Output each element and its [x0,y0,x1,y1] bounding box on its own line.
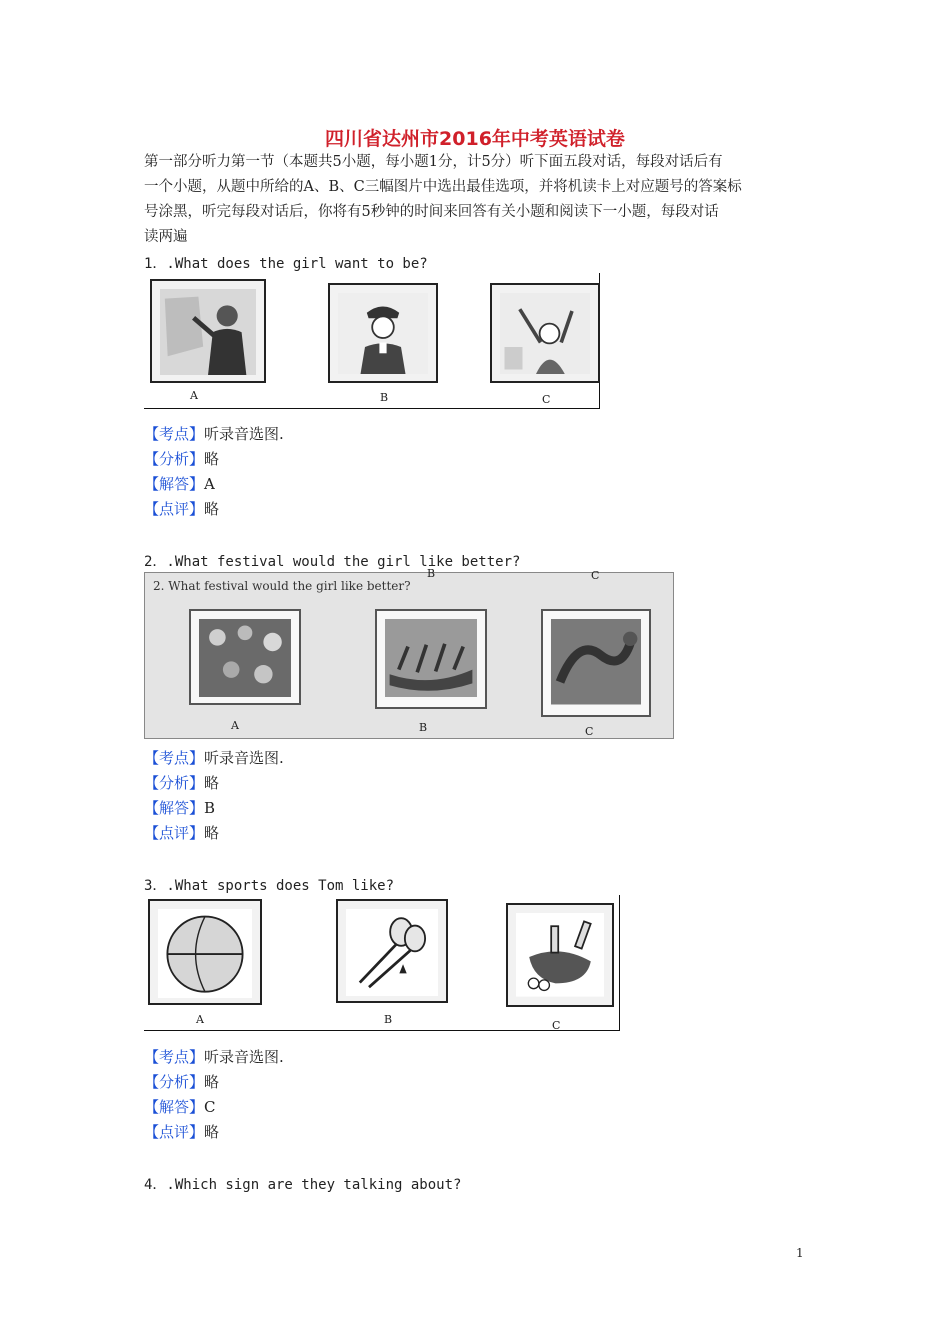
dragon-boat-icon [385,619,477,697]
option-b-image [328,283,438,383]
cheering-girl-icon [500,293,590,374]
dianping-value: 略 [204,824,220,842]
fenxi-value: 略 [204,774,220,792]
scan-caption: 2. What festival would the girl like better? [153,579,411,593]
kaodian-row [144,746,284,771]
badminton-icon [346,909,438,996]
option-c-image [506,903,614,1007]
option-b-label: B [380,391,389,404]
scan-top-label: C [591,569,600,582]
lantern-festival-icon [199,619,291,697]
instructions-line: 第一部分听力第一节（本题共5小题，每小题1分，计5分）听下面五段对话，每段对话后有 [144,154,723,170]
dragon-dance-icon [551,619,641,705]
option-c-image [490,283,600,383]
fenxi-tag: 【分析】 [144,450,205,468]
jieda-value: B [204,799,216,817]
fenxi-row [144,447,284,472]
question-4: 4．.Which sign are they talking about? [144,1177,462,1193]
question-2: 2．.What festival would the girl like better? [144,554,521,570]
instructions [144,150,809,250]
kaodian-row [144,1045,284,1070]
dianping-tag: 【点评】 [144,1123,205,1141]
page-title: 四川省达州市2016年中考英语试卷 [325,128,625,150]
fenxi-row [144,1070,284,1095]
jieda-tag: 【解答】 [144,1098,205,1116]
dianping-tag: 【点评】 [144,824,205,842]
scan-top-label: B [427,567,436,580]
basketball-icon [158,909,252,998]
kaodian-value: 听录音选图. [204,1048,284,1066]
teacher-at-board-icon [160,289,256,375]
dianping-row [144,821,284,846]
question-1-figure [144,273,600,409]
dianping-value: 略 [204,1123,220,1141]
fenxi-value: 略 [204,1073,220,1091]
jieda-value: A [204,475,215,493]
jieda-tag: 【解答】 [144,475,205,493]
question-1: 1．.What does the girl want to be? [144,256,428,272]
kaodian-tag: 【考点】 [144,749,205,767]
jieda-row [144,796,284,821]
jieda-tag: 【解答】 [144,799,205,817]
instructions-line: 一个小题，从题中所给的A、B、C三幅图片中选出最佳选项，并将机读卡上对应题号的答案标 [144,179,742,195]
dianping-row [144,1120,284,1145]
option-a-image [150,279,266,383]
option-b-image [375,609,487,709]
option-a-label: A [196,1013,204,1026]
dianping-tag: 【点评】 [144,500,205,518]
fenxi-value: 略 [204,450,220,468]
option-a-image [148,899,262,1005]
kaodian-tag: 【考点】 [144,425,205,443]
fenxi-tag: 【分析】 [144,774,205,792]
instructions-line: 号涂黑，听完每段对话后，你将有5秒钟的时间来回答有关小题和阅读下一小题，每段对话 [144,204,719,220]
option-a-label: A [231,719,239,732]
dianping-value: 略 [204,500,220,518]
option-a-label: A [190,389,198,402]
question-2-analysis [144,746,284,846]
kaodian-value: 听录音选图. [204,749,284,767]
question-2-figure [144,567,674,739]
option-b-label: B [419,721,428,734]
option-c-label: C [585,725,594,738]
jieda-value: C [204,1098,216,1116]
option-c-image [541,609,651,717]
fenxi-row [144,771,284,796]
option-c-label: C [552,1019,561,1032]
question-3-analysis [144,1045,284,1145]
question-3: 3．.What sports does Tom like? [144,878,395,894]
option-b-label: B [384,1013,393,1026]
jieda-row [144,472,284,497]
dianping-row [144,497,284,522]
fenxi-tag: 【分析】 [144,1073,205,1091]
option-a-image [189,609,301,705]
question-1-analysis [144,422,284,522]
soldier-icon [338,293,428,374]
jieda-row [144,1095,284,1120]
option-b-image [336,899,448,1003]
instructions-line: 读两遍 [144,229,188,245]
option-c-label: C [542,393,551,406]
kaodian-row [144,422,284,447]
question-3-figure [144,895,620,1031]
kaodian-value: 听录音选图. [204,425,284,443]
page-number: 1 [796,1246,804,1260]
kaodian-tag: 【考点】 [144,1048,205,1066]
table-tennis-icon [516,913,604,997]
